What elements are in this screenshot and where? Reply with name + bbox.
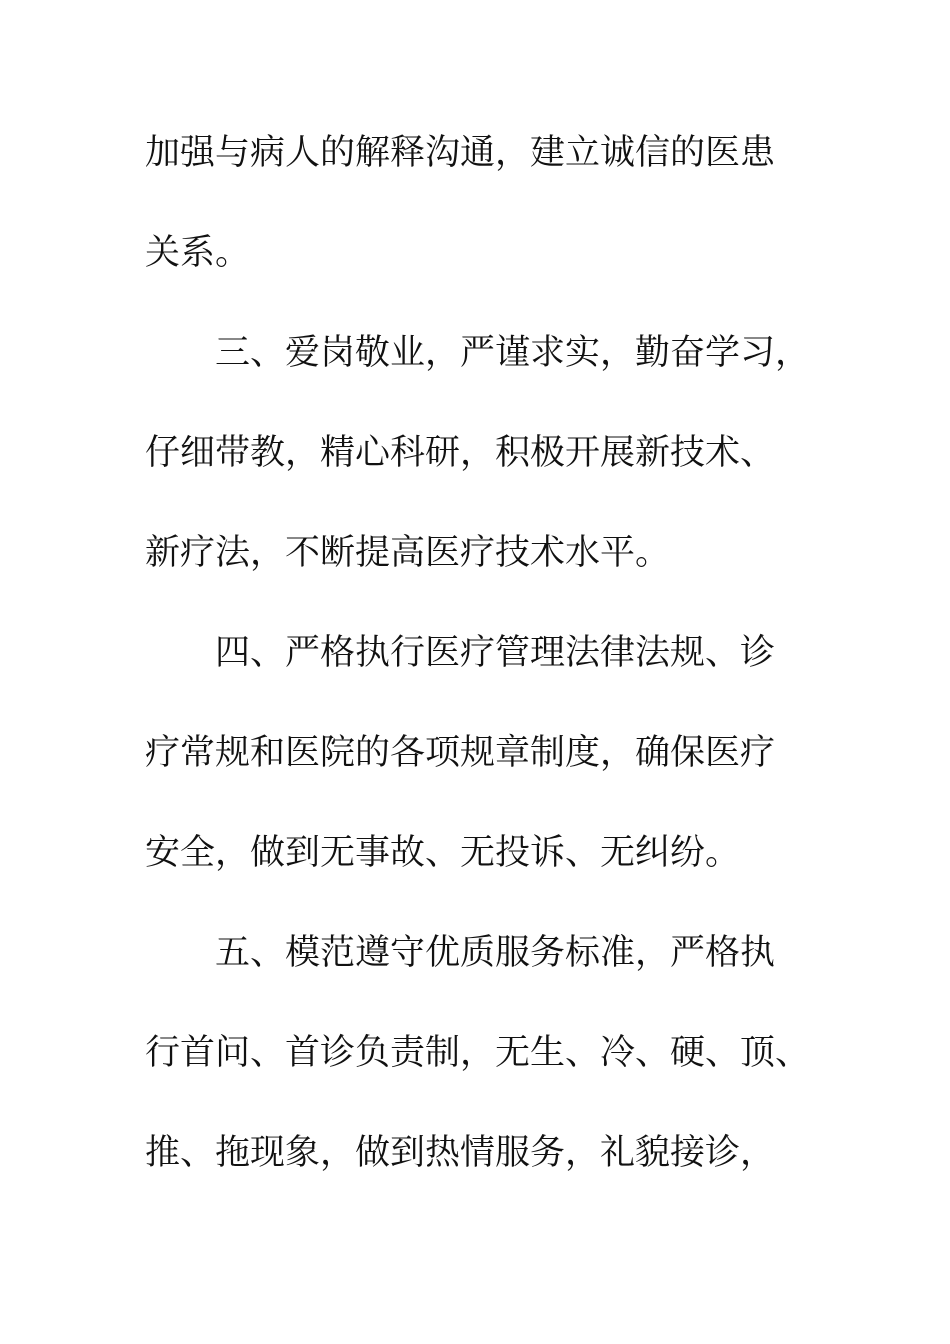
section-four-heading-line: 四、严格执行医疗管理法律法规、诊 xyxy=(215,633,776,673)
section-five-heading-line: 五、模范遵守优质服务标准，严格执 xyxy=(215,933,776,973)
body-text-line: 推、拖现象，做到热情服务，礼貌接诊， xyxy=(145,1133,776,1173)
section-three-heading-line: 三、爱岗敬业，严谨求实，勤奋学习， xyxy=(215,333,811,373)
body-text-line: 仔细带教，精心科研，积极开展新技术、 xyxy=(145,433,776,473)
body-text-line: 疗常规和医院的各项规章制度，确保医疗 xyxy=(145,733,776,773)
body-text-line: 安全，做到无事故、无投诉、无纠纷。 xyxy=(145,833,741,873)
body-text-line: 加强与病人的解释沟通，建立诚信的医患 xyxy=(145,133,776,173)
body-text-line: 行首问、首诊负责制，无生、冷、硬、顶、 xyxy=(145,1033,811,1073)
body-text-line: 关系。 xyxy=(145,233,251,273)
body-text-line: 新疗法，不断提高医疗技术水平。 xyxy=(145,533,671,573)
